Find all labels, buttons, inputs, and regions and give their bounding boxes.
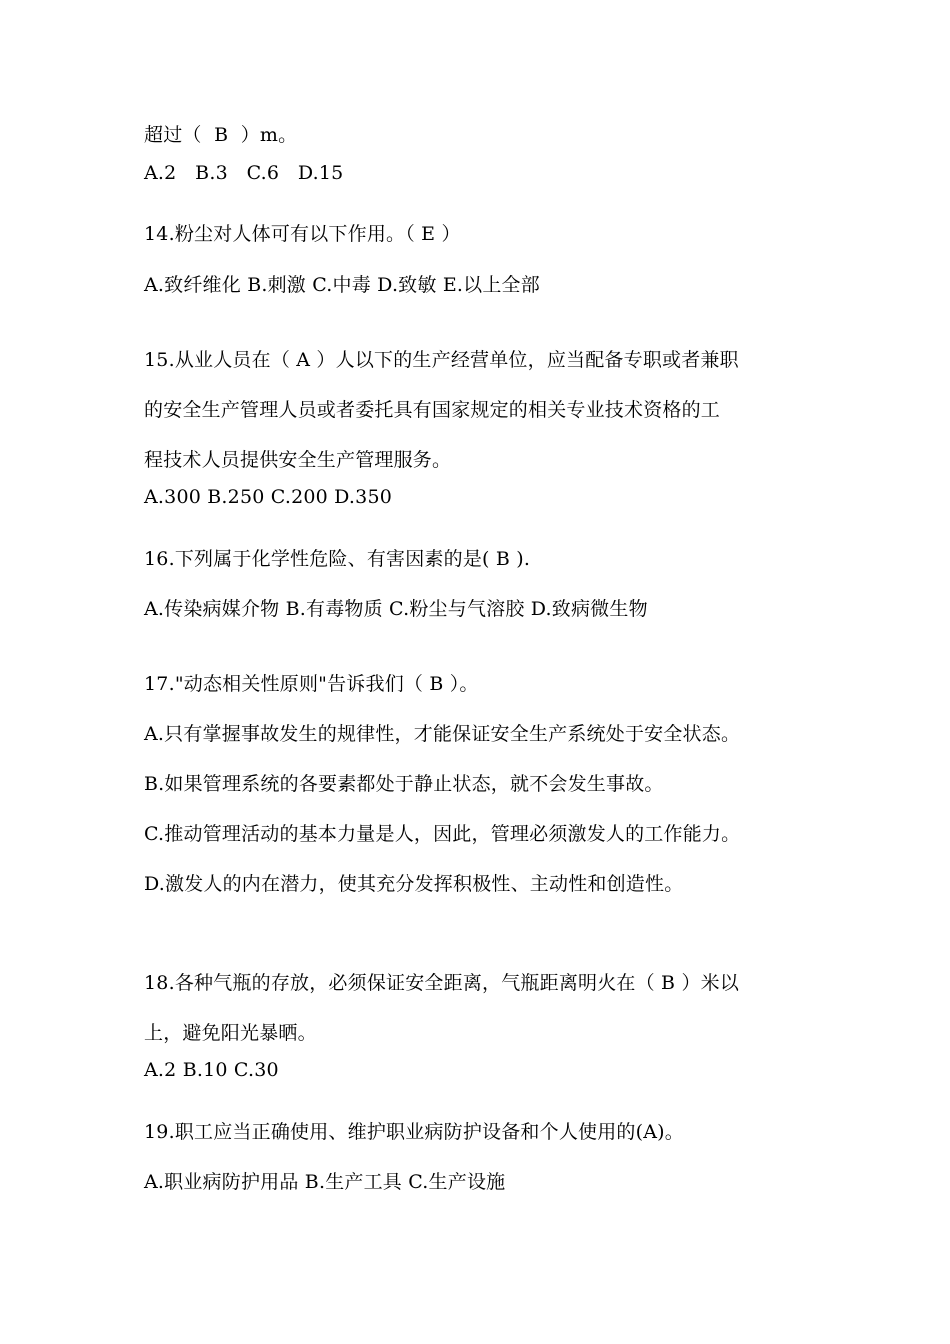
q15-options: A.300 B.250 C.200 D.350 [144,486,393,508]
q17-stem: 17."动态相关性原则"告诉我们（ B ）。 [144,673,479,695]
q19-options: A.职业病防护用品 B.生产工具 C.生产设施 [144,1171,506,1193]
q19-stem: 19.职工应当正确使用、维护职业病防护设备和个人使用的(A)。 [144,1121,684,1143]
q13-stem-tail: 超过（ B ）m。 [144,124,298,146]
q14-options: A.致纤维化 B.刺激 C.中毒 D.致敏 E.以上全部 [144,274,540,296]
q17-option-d: D.激发人的内在潜力，使其充分发挥积极性、主动性和创造性。 [144,873,684,895]
q17-option-b: B.如果管理系统的各要素都处于静止状态，就不会发生事故。 [144,773,664,795]
q18-stem-line1: 18.各种气瓶的存放，必须保证安全距离，气瓶距离明火在（ B ）米以 [144,972,740,994]
q14-stem: 14.粉尘对人体可有以下作用。（ E ） [144,223,461,245]
q16-options: A.传染病媒介物 B.有毒物质 C.粉尘与气溶胶 D.致病微生物 [144,598,648,620]
q17-option-a: A.只有掌握事故发生的规律性，才能保证安全生产系统处于安全状态。 [144,723,741,745]
q17-option-c: C.推动管理活动的基本力量是人，因此，管理必须激发人的工作能力。 [144,823,741,845]
q18-options: A.2 B.10 C.30 [144,1059,279,1081]
q13-options: A.2 B.3 C.6 D.15 [144,162,344,184]
q16-stem: 16.下列属于化学性危险、有害因素的是( B ). [144,548,531,570]
q18-stem-line2: 上，避免阳光暴晒。 [144,1022,317,1044]
q15-stem-line3: 程技术人员提供安全生产管理服务。 [144,449,452,471]
q15-stem-line1: 15.从业人员在（ A ）人以下的生产经营单位，应当配备专职或者兼职 [144,349,739,371]
q15-stem-line2: 的安全生产管理人员或者委托具有国家规定的相关专业技术资格的工 [144,399,721,421]
